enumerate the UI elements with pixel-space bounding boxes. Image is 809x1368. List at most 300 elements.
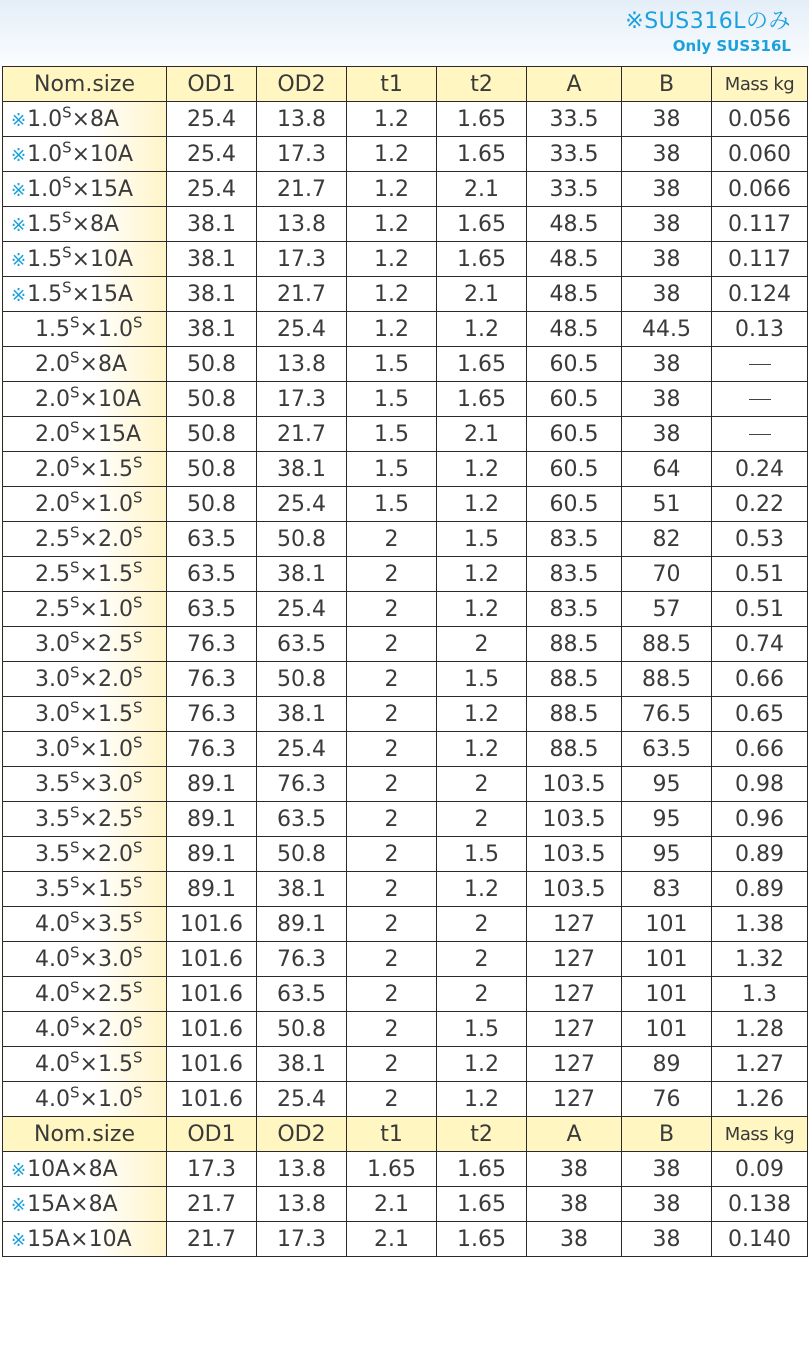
t1-cell: 1.2 [347,277,437,312]
a-cell: 103.5 [527,837,622,872]
nom-size-cell: $3.0^S\times 2.0^S$ [3,662,167,697]
nom-size-cell: $3.5^S\times 2.0^S$ [3,837,167,872]
od2-cell: 89.1 [257,907,347,942]
t1-cell: 1.5 [347,347,437,382]
od1-cell: 101.6 [167,1012,257,1047]
od2-cell: 38.1 [257,452,347,487]
od1-cell: 38.1 [167,242,257,277]
dimension-table [2,66,808,1257]
t2-cell: 1.2 [437,1047,527,1082]
t2-cell: 1.2 [437,697,527,732]
t2-cell: 2 [437,802,527,837]
header-row [3,67,808,102]
b-cell: 95 [622,802,712,837]
t2-cell: 1.5 [437,522,527,557]
nom-size-cell: $※1.0^S\times 8A$ [3,102,167,137]
a-cell: 127 [527,907,622,942]
mass-cell [712,347,808,382]
nom-size-cell: $3.0^S\times 1.5^S$ [3,697,167,732]
t2-cell: 1.2 [437,557,527,592]
a-cell: 88.5 [527,662,622,697]
t1-cell: 2 [347,872,437,907]
column-header: Mass kg [712,1117,808,1152]
b-cell: 89 [622,1047,712,1082]
od1-cell: 25.4 [167,137,257,172]
dash-icon [749,434,771,435]
t2-cell: 1.2 [437,312,527,347]
mass-cell: 0.13 [712,312,808,347]
od1-cell: 50.8 [167,452,257,487]
b-cell: 38 [622,382,712,417]
nom-size-cell: $4.0^S\times 1.0^S$ [3,1082,167,1117]
t1-cell: 2 [347,1012,437,1047]
sus316l-note-japanese: ※SUS316Lのみ [625,9,791,34]
dash-icon [749,364,771,365]
od1-cell: 50.8 [167,487,257,522]
t2-cell: 1.2 [437,872,527,907]
a-cell: 60.5 [527,347,622,382]
b-cell: 38 [622,242,712,277]
od2-cell: 38.1 [257,557,347,592]
t1-cell: 1.2 [347,207,437,242]
t1-cell: 2 [347,802,437,837]
nom-size-cell: $3.0^S\times 1.0^S$ [3,732,167,767]
mass-cell: 1.32 [712,942,808,977]
mass-cell: 0.74 [712,627,808,662]
column-header: Nom.size [3,1117,167,1152]
b-cell: 38 [622,277,712,312]
b-cell: 38 [622,1222,712,1257]
a-cell: 33.5 [527,172,622,207]
nom-size-cell: $3.0^S\times 2.5^S$ [3,627,167,662]
b-cell: 95 [622,767,712,802]
t1-cell: 2 [347,627,437,662]
t1-cell: 1.2 [347,172,437,207]
table-row [3,1082,808,1117]
od1-cell: 101.6 [167,977,257,1012]
table-row [3,662,808,697]
od2-cell: 63.5 [257,802,347,837]
od2-cell: 13.8 [257,1187,347,1222]
nom-size-cell: ※15A×10A [3,1222,167,1257]
table-row [3,977,808,1012]
nom-size-cell: $3.5^S\times 1.5^S$ [3,872,167,907]
sus316l-mark-icon: ※ [11,1159,27,1181]
t2-cell: 1.65 [437,382,527,417]
t2-cell: 2.1 [437,417,527,452]
mass-cell: 0.060 [712,137,808,172]
t2-cell: 1.65 [437,1187,527,1222]
od2-cell: 17.3 [257,242,347,277]
od2-cell: 13.8 [257,347,347,382]
mass-cell: 0.51 [712,592,808,627]
b-cell: 44.5 [622,312,712,347]
t1-cell: 2 [347,767,437,802]
od2-cell: 76.3 [257,942,347,977]
t2-cell: 1.65 [437,207,527,242]
table-row [3,837,808,872]
od2-cell: 25.4 [257,312,347,347]
t1-cell: 1.2 [347,137,437,172]
t1-cell: 2 [347,942,437,977]
a-cell: 88.5 [527,732,622,767]
a-cell: 60.5 [527,417,622,452]
od1-cell: 89.1 [167,837,257,872]
od2-cell: 50.8 [257,522,347,557]
mass-cell: 0.22 [712,487,808,522]
od1-cell: 76.3 [167,732,257,767]
b-cell: 83 [622,872,712,907]
od2-cell: 17.3 [257,137,347,172]
b-cell: 101 [622,977,712,1012]
table-row [3,697,808,732]
od2-cell: 25.4 [257,732,347,767]
t1-cell: 1.2 [347,102,437,137]
nom-size-cell: $2.5^S\times 2.0^S$ [3,522,167,557]
a-cell: 48.5 [527,207,622,242]
od2-cell: 38.1 [257,872,347,907]
nom-size-cell: $※1.5^S\times 10A$ [3,242,167,277]
table-row [3,907,808,942]
t2-cell: 1.5 [437,1012,527,1047]
od1-cell: 63.5 [167,557,257,592]
table-row [3,347,808,382]
b-cell: 76 [622,1082,712,1117]
table-row [3,872,808,907]
a-cell: 127 [527,1047,622,1082]
nom-size-cell: $4.0^S\times 2.5^S$ [3,977,167,1012]
table-row [3,1152,808,1187]
dash-icon [749,399,771,400]
od1-cell: 89.1 [167,802,257,837]
mass-cell: 0.066 [712,172,808,207]
t1-cell: 2 [347,697,437,732]
column-header: OD1 [167,67,257,102]
a-cell: 60.5 [527,452,622,487]
a-cell: 48.5 [527,242,622,277]
b-cell: 76.5 [622,697,712,732]
a-cell: 38 [527,1187,622,1222]
od1-cell: 38.1 [167,277,257,312]
t2-cell: 1.5 [437,837,527,872]
t2-cell: 1.5 [437,662,527,697]
nom-size-cell: $2.0^S\times 10A$ [3,382,167,417]
t1-cell: 1.2 [347,242,437,277]
a-cell: 103.5 [527,802,622,837]
table-row [3,767,808,802]
sus316l-note-english: Only SUS316L [672,37,791,55]
sus316l-mark-icon: ※ [11,109,27,131]
od1-cell: 89.1 [167,767,257,802]
a-cell: 83.5 [527,592,622,627]
b-cell: 101 [622,1012,712,1047]
od1-cell: 101.6 [167,1047,257,1082]
t2-cell: 1.65 [437,137,527,172]
od2-cell: 25.4 [257,592,347,627]
column-header: t1 [347,67,437,102]
od1-cell: 101.6 [167,942,257,977]
od2-cell: 17.3 [257,382,347,417]
sus316l-mark-icon: ※ [11,214,27,236]
a-cell: 103.5 [527,767,622,802]
nom-size-cell: $2.0^S\times 15A$ [3,417,167,452]
column-header: B [622,1117,712,1152]
nom-size-cell: $2.0^S\times 1.5^S$ [3,452,167,487]
sus316l-mark-icon: ※ [11,284,27,306]
od2-cell: 21.7 [257,417,347,452]
table-row [3,802,808,837]
t2-cell: 1.2 [437,592,527,627]
column-header: t1 [347,1117,437,1152]
t1-cell: 1.65 [347,1152,437,1187]
od1-cell: 38.1 [167,312,257,347]
od1-cell: 50.8 [167,417,257,452]
a-cell: 88.5 [527,697,622,732]
t1-cell: 2 [347,977,437,1012]
mass-cell: 0.98 [712,767,808,802]
t1-cell: 2 [347,592,437,627]
t2-cell: 1.65 [437,102,527,137]
od1-cell: 76.3 [167,662,257,697]
column-header: t2 [437,67,527,102]
column-header: A [527,1117,622,1152]
t2-cell: 1.2 [437,487,527,522]
sus316l-mark-icon: ※ [11,1229,27,1251]
b-cell: 63.5 [622,732,712,767]
header-row [3,1117,808,1152]
column-header: t2 [437,1117,527,1152]
mass-cell: 0.09 [712,1152,808,1187]
od1-cell: 76.3 [167,627,257,662]
column-header: OD2 [257,67,347,102]
a-cell: 60.5 [527,487,622,522]
b-cell: 88.5 [622,662,712,697]
a-cell: 127 [527,942,622,977]
od1-cell: 63.5 [167,522,257,557]
a-cell: 38 [527,1222,622,1257]
nom-size-cell: $2.0^S\times 8A$ [3,347,167,382]
nom-size-cell: $※1.0^S\times 10A$ [3,137,167,172]
od2-cell: 13.8 [257,102,347,137]
mass-cell: 0.53 [712,522,808,557]
od1-cell: 17.3 [167,1152,257,1187]
t2-cell: 2.1 [437,172,527,207]
table-row [3,942,808,977]
t2-cell: 2 [437,942,527,977]
mass-cell: 0.117 [712,242,808,277]
table-row [3,102,808,137]
od1-cell: 63.5 [167,592,257,627]
b-cell: 101 [622,907,712,942]
od2-cell: 38.1 [257,1047,347,1082]
column-header: OD1 [167,1117,257,1152]
b-cell: 88.5 [622,627,712,662]
table-row [3,137,808,172]
mass-cell: 0.056 [712,102,808,137]
table-row [3,242,808,277]
b-cell: 38 [622,417,712,452]
mass-cell: 0.140 [712,1222,808,1257]
b-cell: 64 [622,452,712,487]
a-cell: 83.5 [527,557,622,592]
t1-cell: 1.5 [347,417,437,452]
b-cell: 82 [622,522,712,557]
t2-cell: 2.1 [437,277,527,312]
table-row [3,732,808,767]
od1-cell: 89.1 [167,872,257,907]
nom-size-cell: ※10A×8A [3,1152,167,1187]
table-row [3,1012,808,1047]
table-row [3,487,808,522]
a-cell: 88.5 [527,627,622,662]
nom-size-cell: $※1.0^S\times 15A$ [3,172,167,207]
t1-cell: 2 [347,1047,437,1082]
t1-cell: 2.1 [347,1187,437,1222]
nom-size-cell: $※1.5^S\times 15A$ [3,277,167,312]
table-row [3,557,808,592]
od2-cell: 17.3 [257,1222,347,1257]
od1-cell: 21.7 [167,1222,257,1257]
t2-cell: 1.65 [437,1222,527,1257]
table-row [3,172,808,207]
mass-cell: 0.66 [712,662,808,697]
a-cell: 127 [527,1012,622,1047]
t1-cell: 2 [347,557,437,592]
t1-cell: 1.2 [347,312,437,347]
a-cell: 38 [527,1152,622,1187]
mass-cell [712,417,808,452]
od2-cell: 21.7 [257,277,347,312]
od1-cell: 21.7 [167,1187,257,1222]
mass-cell: 0.138 [712,1187,808,1222]
column-header: OD2 [257,1117,347,1152]
od2-cell: 25.4 [257,487,347,522]
column-header: A [527,67,622,102]
t2-cell: 1.2 [437,452,527,487]
nom-size-cell: $2.5^S\times 1.0^S$ [3,592,167,627]
b-cell: 38 [622,172,712,207]
od2-cell: 50.8 [257,837,347,872]
b-cell: 38 [622,1152,712,1187]
a-cell: 33.5 [527,102,622,137]
od2-cell: 63.5 [257,977,347,1012]
od1-cell: 25.4 [167,102,257,137]
od1-cell: 101.6 [167,1082,257,1117]
mass-cell: 0.51 [712,557,808,592]
t1-cell: 2.1 [347,1222,437,1257]
nom-size-cell: $4.0^S\times 3.5^S$ [3,907,167,942]
b-cell: 70 [622,557,712,592]
od2-cell: 38.1 [257,697,347,732]
column-header: Nom.size [3,67,167,102]
t2-cell: 1.65 [437,1152,527,1187]
nom-size-cell: $3.5^S\times 2.5^S$ [3,802,167,837]
nom-size-cell: $2.5^S\times 1.5^S$ [3,557,167,592]
mass-cell: 0.65 [712,697,808,732]
od1-cell: 76.3 [167,697,257,732]
t2-cell: 2 [437,767,527,802]
sus316l-mark-icon: ※ [11,1194,27,1216]
t2-cell: 2 [437,627,527,662]
t1-cell: 2 [347,1082,437,1117]
nom-size-cell: $4.0^S\times 1.5^S$ [3,1047,167,1082]
mass-cell: 1.26 [712,1082,808,1117]
nom-size-cell: $4.0^S\times 3.0^S$ [3,942,167,977]
od1-cell: 25.4 [167,172,257,207]
table-row [3,592,808,627]
table-row [3,417,808,452]
t1-cell: 2 [347,837,437,872]
mass-cell: 0.89 [712,872,808,907]
b-cell: 38 [622,1187,712,1222]
od2-cell: 13.8 [257,1152,347,1187]
mass-cell: 0.96 [712,802,808,837]
table-row [3,382,808,417]
od2-cell: 76.3 [257,767,347,802]
mass-cell: 0.24 [712,452,808,487]
nom-size-cell: $※1.5^S\times 8A$ [3,207,167,242]
t2-cell: 2 [437,977,527,1012]
column-header: B [622,67,712,102]
a-cell: 127 [527,977,622,1012]
t2-cell: 1.65 [437,347,527,382]
table-row [3,207,808,242]
od1-cell: 38.1 [167,207,257,242]
a-cell: 33.5 [527,137,622,172]
mass-cell: 0.66 [712,732,808,767]
od1-cell: 50.8 [167,347,257,382]
t2-cell: 1.2 [437,1082,527,1117]
sus316l-mark-icon: ※ [11,249,27,271]
mass-cell: 1.28 [712,1012,808,1047]
t1-cell: 2 [347,907,437,942]
od2-cell: 25.4 [257,1082,347,1117]
t1-cell: 1.5 [347,452,437,487]
mass-cell [712,382,808,417]
b-cell: 38 [622,347,712,382]
table-row [3,1047,808,1082]
table-row [3,1222,808,1257]
b-cell: 38 [622,137,712,172]
b-cell: 101 [622,942,712,977]
mass-cell: 1.38 [712,907,808,942]
nom-size-cell: $2.0^S\times 1.0^S$ [3,487,167,522]
sus316l-mark-icon: ※ [11,144,27,166]
table-row [3,452,808,487]
a-cell: 103.5 [527,872,622,907]
t1-cell: 1.5 [347,382,437,417]
t1-cell: 2 [347,522,437,557]
table-row [3,522,808,557]
a-cell: 48.5 [527,277,622,312]
nom-size-cell: $4.0^S\times 2.0^S$ [3,1012,167,1047]
table-row [3,627,808,662]
nom-size-cell: $1.5^S\times 1.0^S$ [3,312,167,347]
od2-cell: 13.8 [257,207,347,242]
table-row [3,312,808,347]
t2-cell: 2 [437,907,527,942]
nom-size-cell: $3.5^S\times 3.0^S$ [3,767,167,802]
column-header: Mass kg [712,67,808,102]
b-cell: 57 [622,592,712,627]
b-cell: 95 [622,837,712,872]
mass-cell: 0.124 [712,277,808,312]
a-cell: 83.5 [527,522,622,557]
b-cell: 38 [622,102,712,137]
mass-cell: 1.3 [712,977,808,1012]
od2-cell: 50.8 [257,1012,347,1047]
t1-cell: 2 [347,662,437,697]
